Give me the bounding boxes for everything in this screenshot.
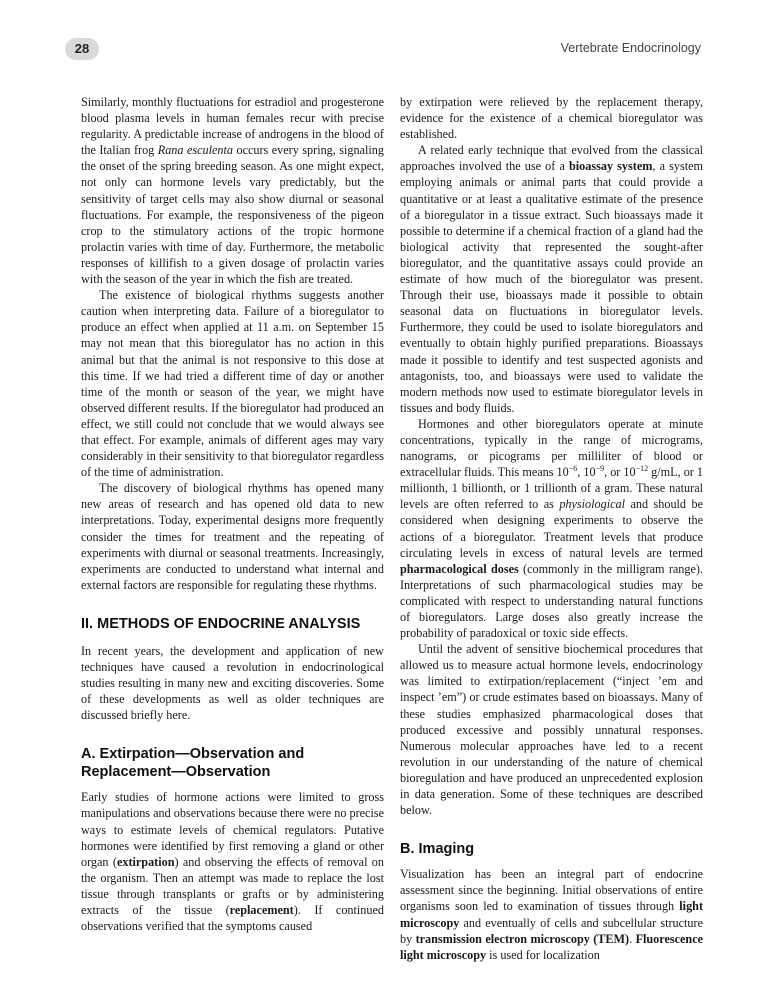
paragraph: Hormones and other bioregulators operate at minute concentrations, typically in the range of micrograms, nanograms, or picograms per milliliter of blood or extracellular fluids. This means $10^{-6}$, $10^{-9}$, or $10^{-12}$ g/mL, or 1 millionth, 1 billionth, or 1 trillionth of a gram. These natural levels are often referred to as physiological and should be considered when designing experiments to observe the actions of a bioregulator. Treatment levels that produce circulating levels in excess of natural levels are termed pharmacological doses (commonly in the milligram range). Interpretations of such pharmacological studies may be complicated with respect to understanding natural functions of bioregulators. Large doses also greatly increase the probability of paradoxical or toxic side effects. — [400, 416, 703, 641]
key-term: transmission electron microscopy (TEM) — [415, 931, 630, 946]
paragraph: Early studies of hormone actions were limited to gross manipulations and observations because there were no precise ways to estimate levels of chemical regulators. Putative hormones were identified by first removing a gland or other organ (extirpation) and observing the effects of removal on the organism. Then an attempt was made to replace the lost tissue through transplants or grafts or by administering extracts of the tissue (replacement). If continued observations verified that the symptoms caused — [81, 790, 384, 934]
key-term: bioassay system — [569, 159, 653, 174]
italic-term: physiological — [559, 497, 625, 512]
key-term: pharmacological doses — [400, 561, 519, 576]
subsection-heading: B. Imaging — [400, 841, 475, 858]
paragraph: Similarly, monthly fluctuations for estradiol and progesterone blood plasma levels in human females recur with precise regularity. A predictable increase of androgens in the blood of the Italian frog Rana esculenta occurs every spring, signaling the onset of the spring breeding season. As one might expect, not only can hormone levels vary predictably, but the sensitivity of target cells may also show diurnal or seasonal fluctuations. For example, the responsiveness of the pigeon crop to the stimulatory actions of the tropic hormone prolactin varies with time of day. Furthermore, the metabolic responses of killifish to a given dosage of prolactin varies with the season of the year in which the fish are treated. — [81, 95, 384, 287]
key-term: replacement — [229, 903, 294, 918]
species-name: Rana esculenta — [157, 143, 233, 158]
section-heading: II. METHODS OF ENDOCRINE ANALYSIS — [81, 615, 361, 632]
paragraph: by extirpation were relieved by the replacement therapy, evidence for the existence of a chemical bioregulator was established. — [400, 95, 703, 142]
right-column — [400, 94, 703, 963]
key-term: light microscopy — [400, 899, 703, 930]
paragraph: Until the advent of sensitive biochemical procedures that allowed us to measure actual hormone levels, endocrinology was limited to extirpation/replacement (“inject ’em and inspect ’em”) or crude estimates based on bioassays. Many of these studies emphasized pharmacological doses that produced excessive and possibly unnatural responses. Numerous molecular approaches have led to a recent revolution in our understanding of the nature of chemical bioregulation and have produced an unprecedented explosion in data generation. Some of these techniques are described below. — [400, 642, 703, 818]
subsection-heading: A. Extirpation—Observation and Replacement—Observation — [81, 746, 305, 781]
left-column — [81, 94, 384, 934]
paragraph: The existence of biological rhythms suggests another caution when interpreting data. Failure of a bioregulator to produce an effect when applied at 11 a.m. on September 15 may not mean that this bioregulator has no action in this animal but that the animal is not responsive to this dose at this time. If we had tried a different time of day or another time of the month or season of the year, we might have observed different results. If the bioregulator had produced an effect, we still could not conclude that we would always see that effect. For example, animals of different ages may vary considerably in their sensitivity to that bioregulator regardless of the time of administration. — [81, 288, 384, 480]
page-number: 28 — [65, 38, 99, 60]
paragraph: Visualization has been an integral part of endocrine assessment since the beginning. Initial observations of entire organisms soon led to examination of tissues through light microscopy and eventually of cells and subcellular structure by transmission electron microscopy (TEM). Fluorescence light microscopy is used for localization — [400, 867, 704, 962]
running-title: Vertebrate Endocrinology — [560, 41, 701, 55]
key-term: extirpation — [116, 854, 175, 869]
paragraph: The discovery of biological rhythms has opened many new areas of research and has opened old data to new interpretations. Today, experimental designs more frequently consider the times for treatment and the repeating of experiments with diurnal or seasonal treatments. Increasingly, experiments are conducted to understand what internal and external factors are responsible for regulating these rhythms. — [81, 481, 384, 592]
paragraph: A related early technique that evolved from the classical approaches involved the use of a bioassay system, a system employing animals or animal parts that could provide a quantitative or at least a qualitative estimate of the presence of a bioregulator in a tissue extract. Such bioassays made it possible to determine if a chemical fraction of a gland had the biological activity that represented the sought-after bioregulator, and the quantitative assays could provide an estimate of how much of the bioregulator was present. Through their use, bioassays made it possible to obtain seasonal data on fluctuations in bioregulator levels. Furthermore, they could be used to isolate bioregulators and eventually to obtain highly purified preparations. Bioassays made it possible to identify and test suspected agonists and antagonists, too, and bioassays were used to validate the modern methods now used to estimate bioregulator levels in tissues and body fluids. — [400, 143, 703, 415]
key-term: Fluorescence light microscopy — [400, 931, 704, 962]
paragraph: In recent years, the development and application of new techniques have caused a revolution in endocrinological studies resulting in many new and exciting discoveries. Some of these developments as well as older techniques are discussed briefly here. — [81, 643, 384, 723]
